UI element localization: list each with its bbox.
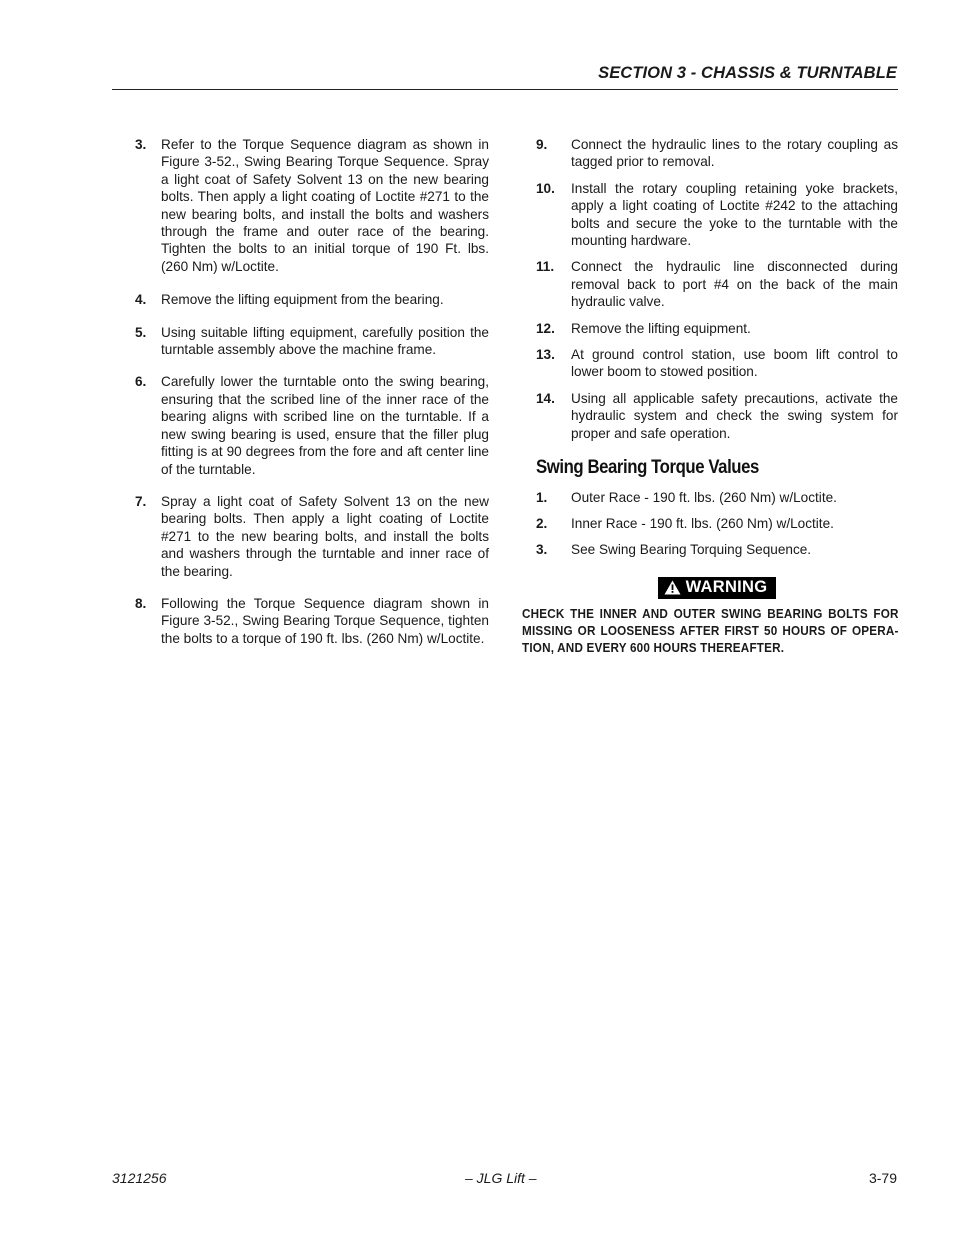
step-11 [536, 258, 898, 310]
step-4 [135, 291, 489, 308]
step-9 [536, 136, 898, 171]
warning-badge [658, 577, 777, 599]
step-text: Using all applicable safety precautions, activate the hydraulic system and check the swing system for proper and safe operation. [571, 390, 898, 441]
step-3 [135, 136, 489, 275]
step-12 [536, 320, 898, 337]
item-number: 3. [536, 542, 548, 558]
step-6 [135, 373, 489, 477]
step-text: At ground control station, use boom lift control to lower boom to stowed position. [571, 347, 898, 380]
step-number: 7. [135, 493, 147, 509]
right-column [522, 136, 899, 658]
step-7 [135, 493, 489, 580]
step-5 [135, 324, 489, 359]
step-number: 8. [135, 595, 147, 611]
torque-item-3 [536, 541, 898, 558]
step-number: 14. [536, 390, 555, 406]
item-text: See Swing Bearing Torquing Sequence. [571, 542, 812, 558]
step-text: Carefully lower the turntable onto the swing bearing, ensuring that the scribed line of the inner race of the bearing aligns with scribed line on the turntable. If a new swing bearing is used, ensure that the filler plug fitting is at 90 degrees from the fore and aft center line of the turntable. [161, 374, 489, 477]
section-title: SECTION 3 - CHASSIS & TURNTABLE [598, 64, 897, 82]
warning-text: CHECK THE INNER AND OUTER SWING BEARING BOLTS FOR MISSING OR LOOSENESS AFTER FIRST 50 HOURS OF OPERA-TION, AND EVERY 600 HOURS THEREAFTER. [522, 606, 899, 656]
torque-values-heading: Swing Bearing Torque Values [536, 456, 759, 479]
step-text: Connect the hydraulic lines to the rotary coupling as tagged prior to removal. [571, 137, 898, 170]
step-text: Spray a light coat of Safety Solvent 13 on the new bearing bolts. Then apply a light coating of Loctite #271 to the new bearing bolts, and install the bolts and washers through the turntable and inner race of the bearing. [161, 493, 489, 579]
step-number: 9. [536, 137, 548, 152]
warning-label-wrap [536, 577, 898, 600]
doc-number: 3121256 [112, 1170, 167, 1186]
step-number: 3. [135, 137, 147, 152]
item-number: 2. [536, 515, 548, 531]
step-text: Refer to the Torque Sequence diagram as shown in Figure 3-52., Swing Bearing Torque Sequence. Spray a light coat of Safety Solvent 13 on the new bearing bolts. Then apply a light coating of Loctite #271 to the new bearing bolts, and install the bolts and washers through the frame and outer race of the bearing. Tighten the bolts to an initial torque of 190 Ft. lbs. (260 Nm) w/Loctite. [161, 137, 489, 274]
step-text: Following the Torque Sequence diagram shown in Figure 3-52., Swing Bearing Torque Sequence, tighten the bolts to a torque of 190 ft. lbs. (260 Nm) w/Loctite. [161, 595, 489, 646]
torque-item-1 [536, 489, 898, 506]
step-number: 4. [135, 292, 147, 308]
step-text: Remove the lifting equipment from the bearing. [161, 292, 444, 308]
header-rule [112, 89, 898, 90]
step-number: 10. [536, 180, 555, 196]
step-13 [536, 346, 898, 381]
step-number: 13. [536, 347, 555, 363]
step-text: Install the rotary coupling retaining yoke brackets, apply a light coating of Loctite #242 to the attaching bolts and secure the yoke to the turntable with the mounting hardware. [571, 180, 898, 249]
item-text: Outer Race - 190 ft. lbs. (260 Nm) w/Loctite. [571, 489, 837, 505]
step-10 [536, 180, 898, 250]
step-number: 5. [135, 324, 147, 340]
warning-triangle-icon [664, 580, 681, 595]
step-number: 12. [536, 320, 555, 336]
step-14 [536, 390, 898, 442]
warning-label: WARNING [685, 578, 768, 597]
step-number: 11. [536, 259, 555, 275]
step-text: Remove the lifting equipment. [571, 320, 751, 336]
left-column [135, 136, 489, 647]
step-text: Connect the hydraulic line disconnected during removal back to port #4 on the back of the main hydraulic valve. [571, 259, 898, 310]
item-text: Inner Race - 190 ft. lbs. (260 Nm) w/Loctite. [571, 515, 834, 531]
torque-item-2 [536, 515, 898, 532]
step-8 [135, 595, 489, 647]
step-text: Using suitable lifting equipment, carefully position the turntable assembly above the machine frame. [161, 324, 489, 358]
item-number: 1. [536, 489, 548, 505]
page-number: 3-79 [868, 1170, 897, 1186]
step-number: 6. [135, 374, 147, 390]
footer-brand: – JLG Lift – [465, 1170, 537, 1186]
